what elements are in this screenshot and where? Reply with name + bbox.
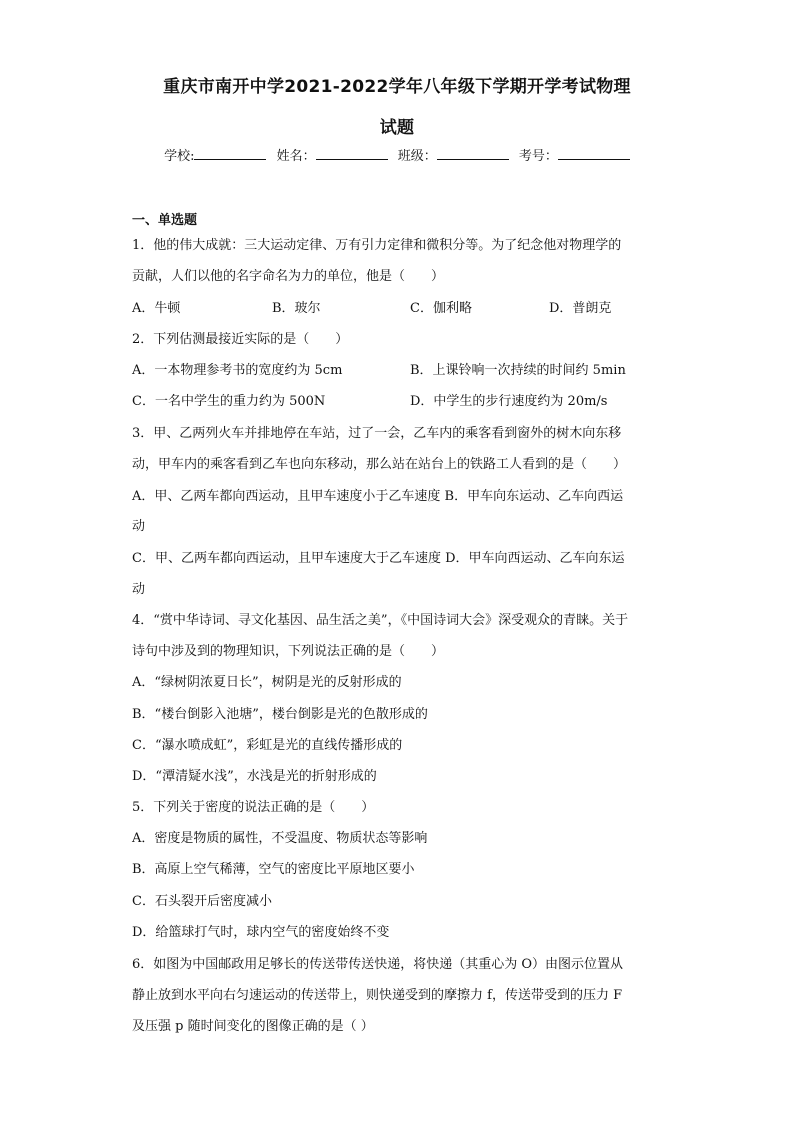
school-field [164, 145, 266, 164]
page-title: 重庆市南开中学2021-2022学年八年级下学期开学考试物理 [163, 77, 631, 97]
class-blank [437, 147, 509, 160]
student-info-row [0, 145, 794, 164]
q4-stem-line1: 4．“赏中华诗词、寻文化基因、品生活之美”，《中国诗词大会》深受观众的青睐。关于 [132, 613, 629, 628]
number-label: 考号： [518, 149, 558, 164]
q4-option-d: D．“潭清疑水浅”，水浅是光的折射形成的 [132, 769, 377, 784]
q3-options-line2: 动 [132, 519, 146, 534]
q6-stem-line2: 静止放到水平向右匀速运动的传送带上，则快递受到的摩擦力 f，传送带受到的压力 F [132, 988, 623, 1003]
class-field [398, 145, 509, 164]
q4-option-c: C．“瀑水喷成虹”，彩虹是光的直线传播形成的 [132, 738, 403, 753]
school-blank [194, 147, 266, 160]
q4-option-a: A．“绿树阴浓夏日长”，树阴是光的反射形成的 [132, 675, 402, 690]
q2-option-b: B．上课铃响一次持续的时间约 5min [410, 363, 626, 378]
q1-option-b: B．玻尔 [272, 301, 321, 316]
q1-option-a: A．牛顿 [132, 301, 181, 316]
q6-stem-line3: 及压强 p 随时间变化的图像正确的是（ ） [132, 1019, 374, 1034]
q1-option-d: D．普朗克 [549, 301, 612, 316]
q5-option-c: C．石头裂开后密度减小 [132, 894, 272, 909]
q2-option-c: C．一名中学生的重力约为 500N [132, 394, 326, 409]
q5-stem: 5．下列关于密度的说法正确的是（ ） [132, 800, 375, 815]
q5-option-b: B．高原上空气稀薄，空气的密度比平原地区要小 [132, 862, 415, 877]
q4-option-b: B．“楼台倒影入池塘”，楼台倒影是光的色散形成的 [132, 707, 428, 722]
q6-stem-line1: 6．如图为中国邮政用足够长的传送带传送快递，将快递（其重心为 O）由图示位置从 [132, 957, 624, 972]
number-blank [558, 147, 630, 160]
q3-stem-line2: 动，甲车内的乘客看到乙车也向东移动，那么站在站台上的铁路工人看到的是（ ） [132, 457, 627, 472]
q1-stem-line1: 1．他的伟大成就：三大运动定律、万有引力定律和微积分等。为了纪念他对物理学的 [132, 238, 622, 253]
q3-options-line4: 动 [132, 582, 146, 597]
q5-option-a: A．密度是物质的属性，不受温度、物质状态等影响 [132, 831, 428, 846]
name-blank [316, 147, 388, 160]
q5-option-d: D．给篮球打气时，球内空气的密度始终不变 [132, 925, 390, 940]
page-title-continued: 试题 [379, 118, 415, 138]
q1-option-c: C．伽利略 [410, 301, 472, 316]
q3-stem-line1: 3．甲、乙两列火车并排地停在车站，过了一会，乙车内的乘客看到窗外的树木向东移 [132, 426, 622, 441]
q2-stem: 2．下列估测最接近实际的是（ ） [132, 332, 349, 347]
name-label: 姓名： [276, 149, 316, 164]
q3-options-line1: A．甲、乙两车都向西运动，且甲车速度小于乙车速度 B．甲车向东运动、乙车向西运 [132, 489, 624, 504]
q2-option-a: A．一本物理参考书的宽度约为 5cm [132, 363, 343, 378]
number-field [519, 145, 630, 164]
section-heading: 一、单选题 [132, 213, 198, 228]
q4-stem-line2: 诗句中涉及到的物理知识，下列说法正确的是（ ） [132, 644, 445, 659]
name-field [277, 145, 388, 164]
class-label: 班级： [397, 149, 437, 164]
q3-options-line3: C．甲、乙两车都向西运动，且甲车速度大于乙车速度 D．甲车向西运动、乙车向东运 [132, 551, 625, 566]
q1-stem-line2: 贡献，人们以他的名字命名为力的单位，他是（ ） [132, 269, 445, 284]
q2-option-d: D．中学生的步行速度约为 20m/s [410, 394, 608, 409]
school-label: 学校: [164, 149, 195, 164]
